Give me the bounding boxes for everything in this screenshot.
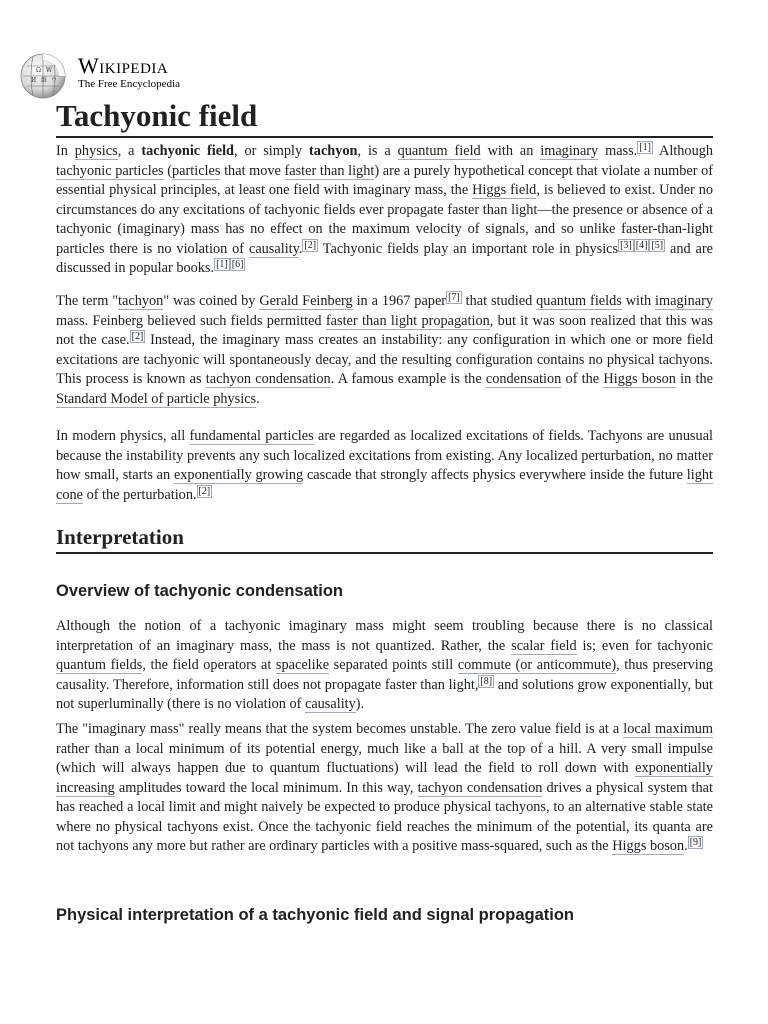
page-title: Tachyonic field [56, 96, 713, 138]
citation-ref[interactable] [302, 239, 318, 252]
article-link[interactable]: Higgs boson [603, 371, 676, 387]
lead-paragraph-2: The term "tachyon" was coined by Gerald Feinberg in a 1967 paper [7] that studied quantum fields with imaginary mass. Feinberg believed such fields permitted faster than light propagation, but it was soon realized that this was not the case. [2] Instead, the imaginary mass creates an instability: any configuration in which one or more field excitations are tachyonic will spontaneously decay, and the resulting configuration contains no physical tachyons. This process is known as tachyon condensation. A famous example is the condensation of the Higgs boson in the Standard Model of particle physics. [56, 292, 713, 407]
article-link[interactable]: particles [172, 162, 221, 179]
article-link[interactable]: local maximum [623, 721, 713, 737]
citation-label[interactable]: [5] [651, 239, 664, 251]
article-link[interactable]: spacelike [275, 657, 330, 673]
article-link[interactable]: faster than light [284, 162, 375, 179]
article-link[interactable]: exponentially increasing [56, 760, 713, 796]
citation-ref[interactable] [446, 291, 462, 304]
article-link[interactable]: tachyon condensation [417, 779, 543, 796]
article-link[interactable]: physics [74, 143, 118, 159]
article-link[interactable]: quantum field [397, 143, 481, 159]
article-link[interactable]: Higgs field [472, 182, 537, 198]
article-link[interactable]: exponentially growing [173, 467, 304, 483]
citation-ref[interactable] [197, 485, 213, 498]
citation-label[interactable]: [1] [216, 259, 228, 270]
citation-ref[interactable] [230, 258, 246, 271]
citation-ref[interactable] [214, 258, 230, 271]
citation-label[interactable]: [2] [304, 239, 317, 251]
svg-text:W: W [46, 67, 53, 74]
wordmark-title: Wikipedia [78, 53, 169, 78]
section-heading-interpretation: Interpretation [56, 522, 713, 554]
wikipedia-globe-logo[interactable] [19, 52, 67, 100]
citation-label[interactable]: [2] [198, 485, 211, 497]
wikipedia-wordmark[interactable] [78, 55, 180, 91]
wordmark-subtitle: The Free Encyclopedia [78, 78, 181, 90]
citation-label[interactable]: [4] [635, 239, 648, 251]
article-link[interactable]: Higgs boson [612, 838, 685, 854]
article-link[interactable]: imaginary [540, 143, 599, 159]
citation-ref[interactable] [478, 675, 494, 688]
article-link[interactable]: faster than light propagation [325, 312, 490, 329]
lead-paragraph-3: In modern physics, all fundamental particles are regarded as localized excitations of fields. Tachyons are unusual because the instability prevents any such localized excitations from existing. Any localized perturbation, no matter how small, starts an exponentially growing cascade that strongly affects physics everywhere inside the future light cone of the perturbation. [2] [56, 428, 714, 503]
bold-term: tachyonic field [141, 143, 235, 159]
bold-term: tachyon [309, 143, 358, 159]
svg-text:維: 維 [41, 77, 48, 84]
article-link[interactable]: light cone [56, 467, 714, 503]
article-link[interactable]: tachyon condensation [205, 371, 331, 387]
citation-label[interactable]: [9] [689, 837, 702, 848]
article-link[interactable]: causality [304, 696, 356, 712]
subsection-heading-physical-interpretation: Physical interpretation of a tachyonic field and signal propagation [56, 906, 575, 924]
citation-label[interactable]: [1] [639, 142, 651, 153]
article-link[interactable]: fundamental particles [189, 428, 314, 444]
citation-ref[interactable] [130, 330, 146, 343]
article-link[interactable]: tachyon [118, 293, 164, 309]
article-link[interactable]: Standard Model of particle physics [56, 390, 257, 407]
article-link[interactable]: quantum fields [536, 293, 622, 309]
citation-ref[interactable] [688, 836, 704, 849]
citation-label[interactable]: [6] [231, 259, 244, 270]
citation-label[interactable]: [2] [131, 331, 144, 342]
article-link[interactable]: commute (or anticommute) [457, 657, 617, 673]
citation-ref[interactable] [649, 239, 665, 252]
subsection-heading-overview: Overview of tachyonic condensation [56, 582, 343, 600]
article-link[interactable]: tachyonic particles [56, 162, 164, 179]
article-link[interactable]: causality [248, 240, 299, 257]
citation-label[interactable]: [7] [448, 292, 460, 303]
citation-label[interactable]: [8] [480, 675, 493, 687]
svg-text:Ω: Ω [36, 67, 41, 74]
article-link[interactable]: condensation [485, 371, 562, 387]
overview-paragraph-1: Although the notion of a tachyonic imaginary mass might seem troubling because there is no classical interpretation of an imaginary mass, the mass is not quantized. Rather, the scalar field is; even for tachyonic quantum fields, the field operators at spacelike separated points still commute (or anticommute), thus preserving causality. Therefore, information still does not propagate faster than light, [8] and solutions grow exponentially, but not superluminally (there is no violation of causality). [56, 618, 714, 712]
citation-label[interactable]: [3] [620, 239, 632, 251]
citation-ref[interactable] [637, 141, 653, 154]
article-link[interactable]: scalar field [511, 637, 577, 654]
article-link[interactable]: Gerald Feinberg [259, 293, 353, 309]
article-link[interactable]: imaginary [655, 293, 713, 309]
lead-paragraph-1: In physics, a tachyonic field, or simply tachyon, is a quantum field with an imaginary mass. [1] Although tachyonic particles (particles that move faster than light) are a purely hypothetical concept that violate a number of essential physical principles, at least one field with imaginary mass, the Higgs field, is believed to exist. Under no circumstances do any excitations of tachyonic fields ever propagate faster than light—the presence or absence of a tachyonic (imaginary) mass has no effect on the maximum velocity of signals, and so unlike faster-than-light particles there is no violation of causality. [2] Tachyonic fields play an important role in physics [3] [4] [5] and are discussed in popular books. [1] [6] [56, 142, 714, 276]
svg-text:И: И [31, 77, 37, 84]
overview-paragraph-2: The "imaginary mass" really means that the system becomes unstable. The zero value field is at a local maximum rather than a local minimum of its potential energy, much like a ball at the top of a hill. A very small impulse (which will always happen due to quantum fluctuations) will lead the field to roll down with exponentially increasing amplitudes toward the local minimum. In this way, tachyon condensation drives a physical system that has reached a local limit and might naively be expected to produce physical tachyons, to an alternative stable state where no physical tachyons exist. Once the tachyonic field reaches the minimum of the potential, its quanta are not tachyons any more but rather are ordinary particles with a positive mass-squared, such as the Higgs boson. [9] [56, 721, 713, 854]
citation-ref[interactable] [634, 239, 650, 252]
citation-ref[interactable] [618, 239, 634, 252]
article-link[interactable]: quantum fields [56, 657, 143, 673]
svg-text:ウ: ウ [51, 77, 58, 84]
